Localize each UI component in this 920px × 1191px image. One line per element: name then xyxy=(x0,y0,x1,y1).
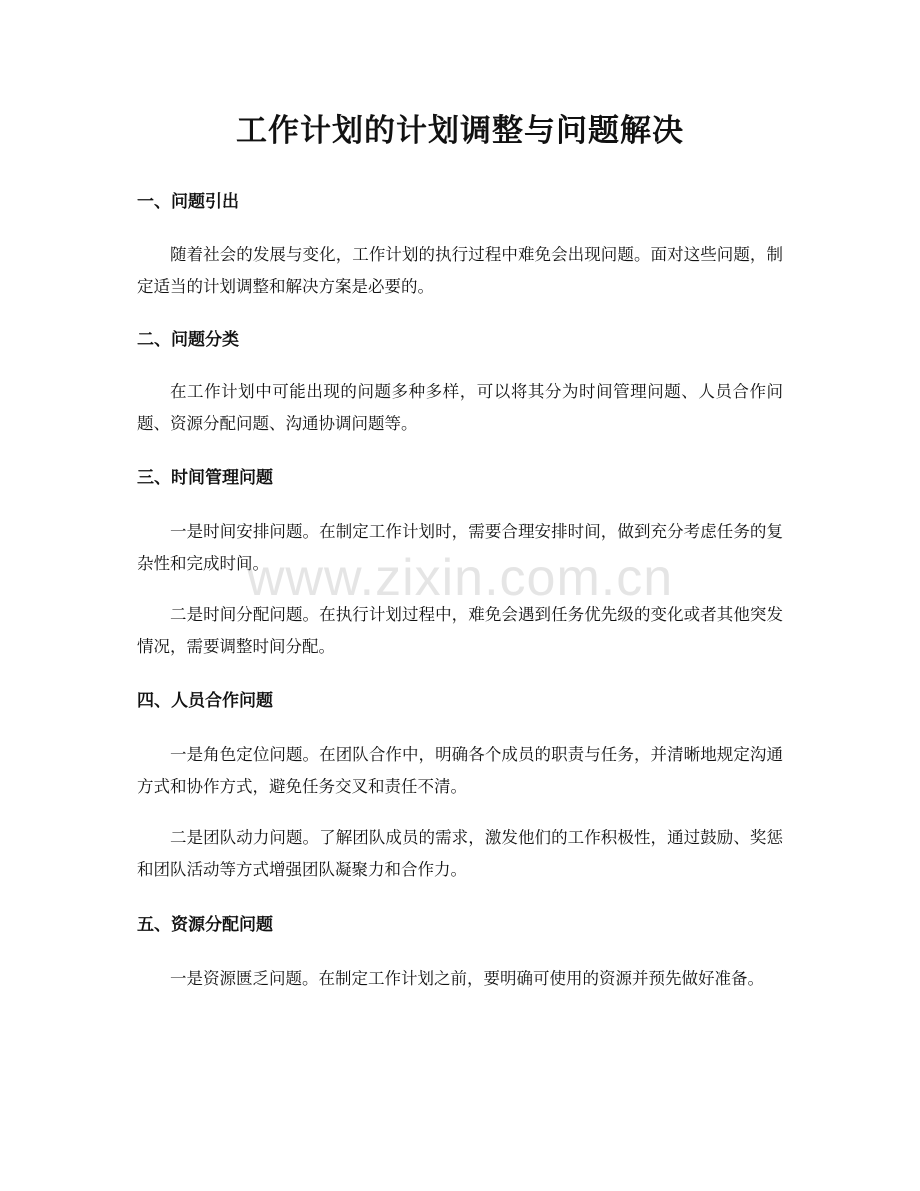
section-1-paragraph-1: 随着社会的发展与变化，工作计划的执行过程中难免会出现问题。面对这些问题，制定适当的计划调整和解决方案是必要的。 xyxy=(137,245,783,296)
watermark: www.zixin.com.cn xyxy=(246,549,674,607)
section-heading-5: 五、资源分配问题 xyxy=(137,915,273,935)
section-2-paragraph-1: 在工作计划中可能出现的问题多种多样，可以将其分为时间管理问题、人员合作问题、资源分配问题、沟通协调问题等。 xyxy=(137,382,783,433)
section-3-paragraph-1: 一是时间安排问题。在制定工作计划时，需要合理安排时间，做到充分考虑任务的复杂性和完成时间。 xyxy=(137,522,783,573)
section-heading-4: 四、人员合作问题 xyxy=(137,691,273,711)
section-heading-3: 三、时间管理问题 xyxy=(137,468,273,488)
section-4-paragraph-2: 二是团队动力问题。了解团队成员的需求，激发他们的工作积极性，通过鼓励、奖惩和团队活动等方式增强团队凝聚力和合作力。 xyxy=(137,828,783,879)
section-5-paragraph-1: 一是资源匮乏问题。在制定工作计划之前，要明确可使用的资源并预先做好准备。 xyxy=(170,969,764,988)
section-heading-2: 二、问题分类 xyxy=(137,330,239,350)
document-title: 工作计划的计划调整与问题解决 xyxy=(236,113,684,149)
section-3-paragraph-2: 二是时间分配问题。在执行计划过程中，难免会遇到任务优先级的变化或者其他突发情况，需要调整时间分配。 xyxy=(137,605,783,656)
section-heading-1: 一、问题引出 xyxy=(137,192,239,212)
section-4-paragraph-1: 一是角色定位问题。在团队合作中，明确各个成员的职责与任务，并清晰地规定沟通方式和协作方式，避免任务交叉和责任不清。 xyxy=(137,745,783,796)
